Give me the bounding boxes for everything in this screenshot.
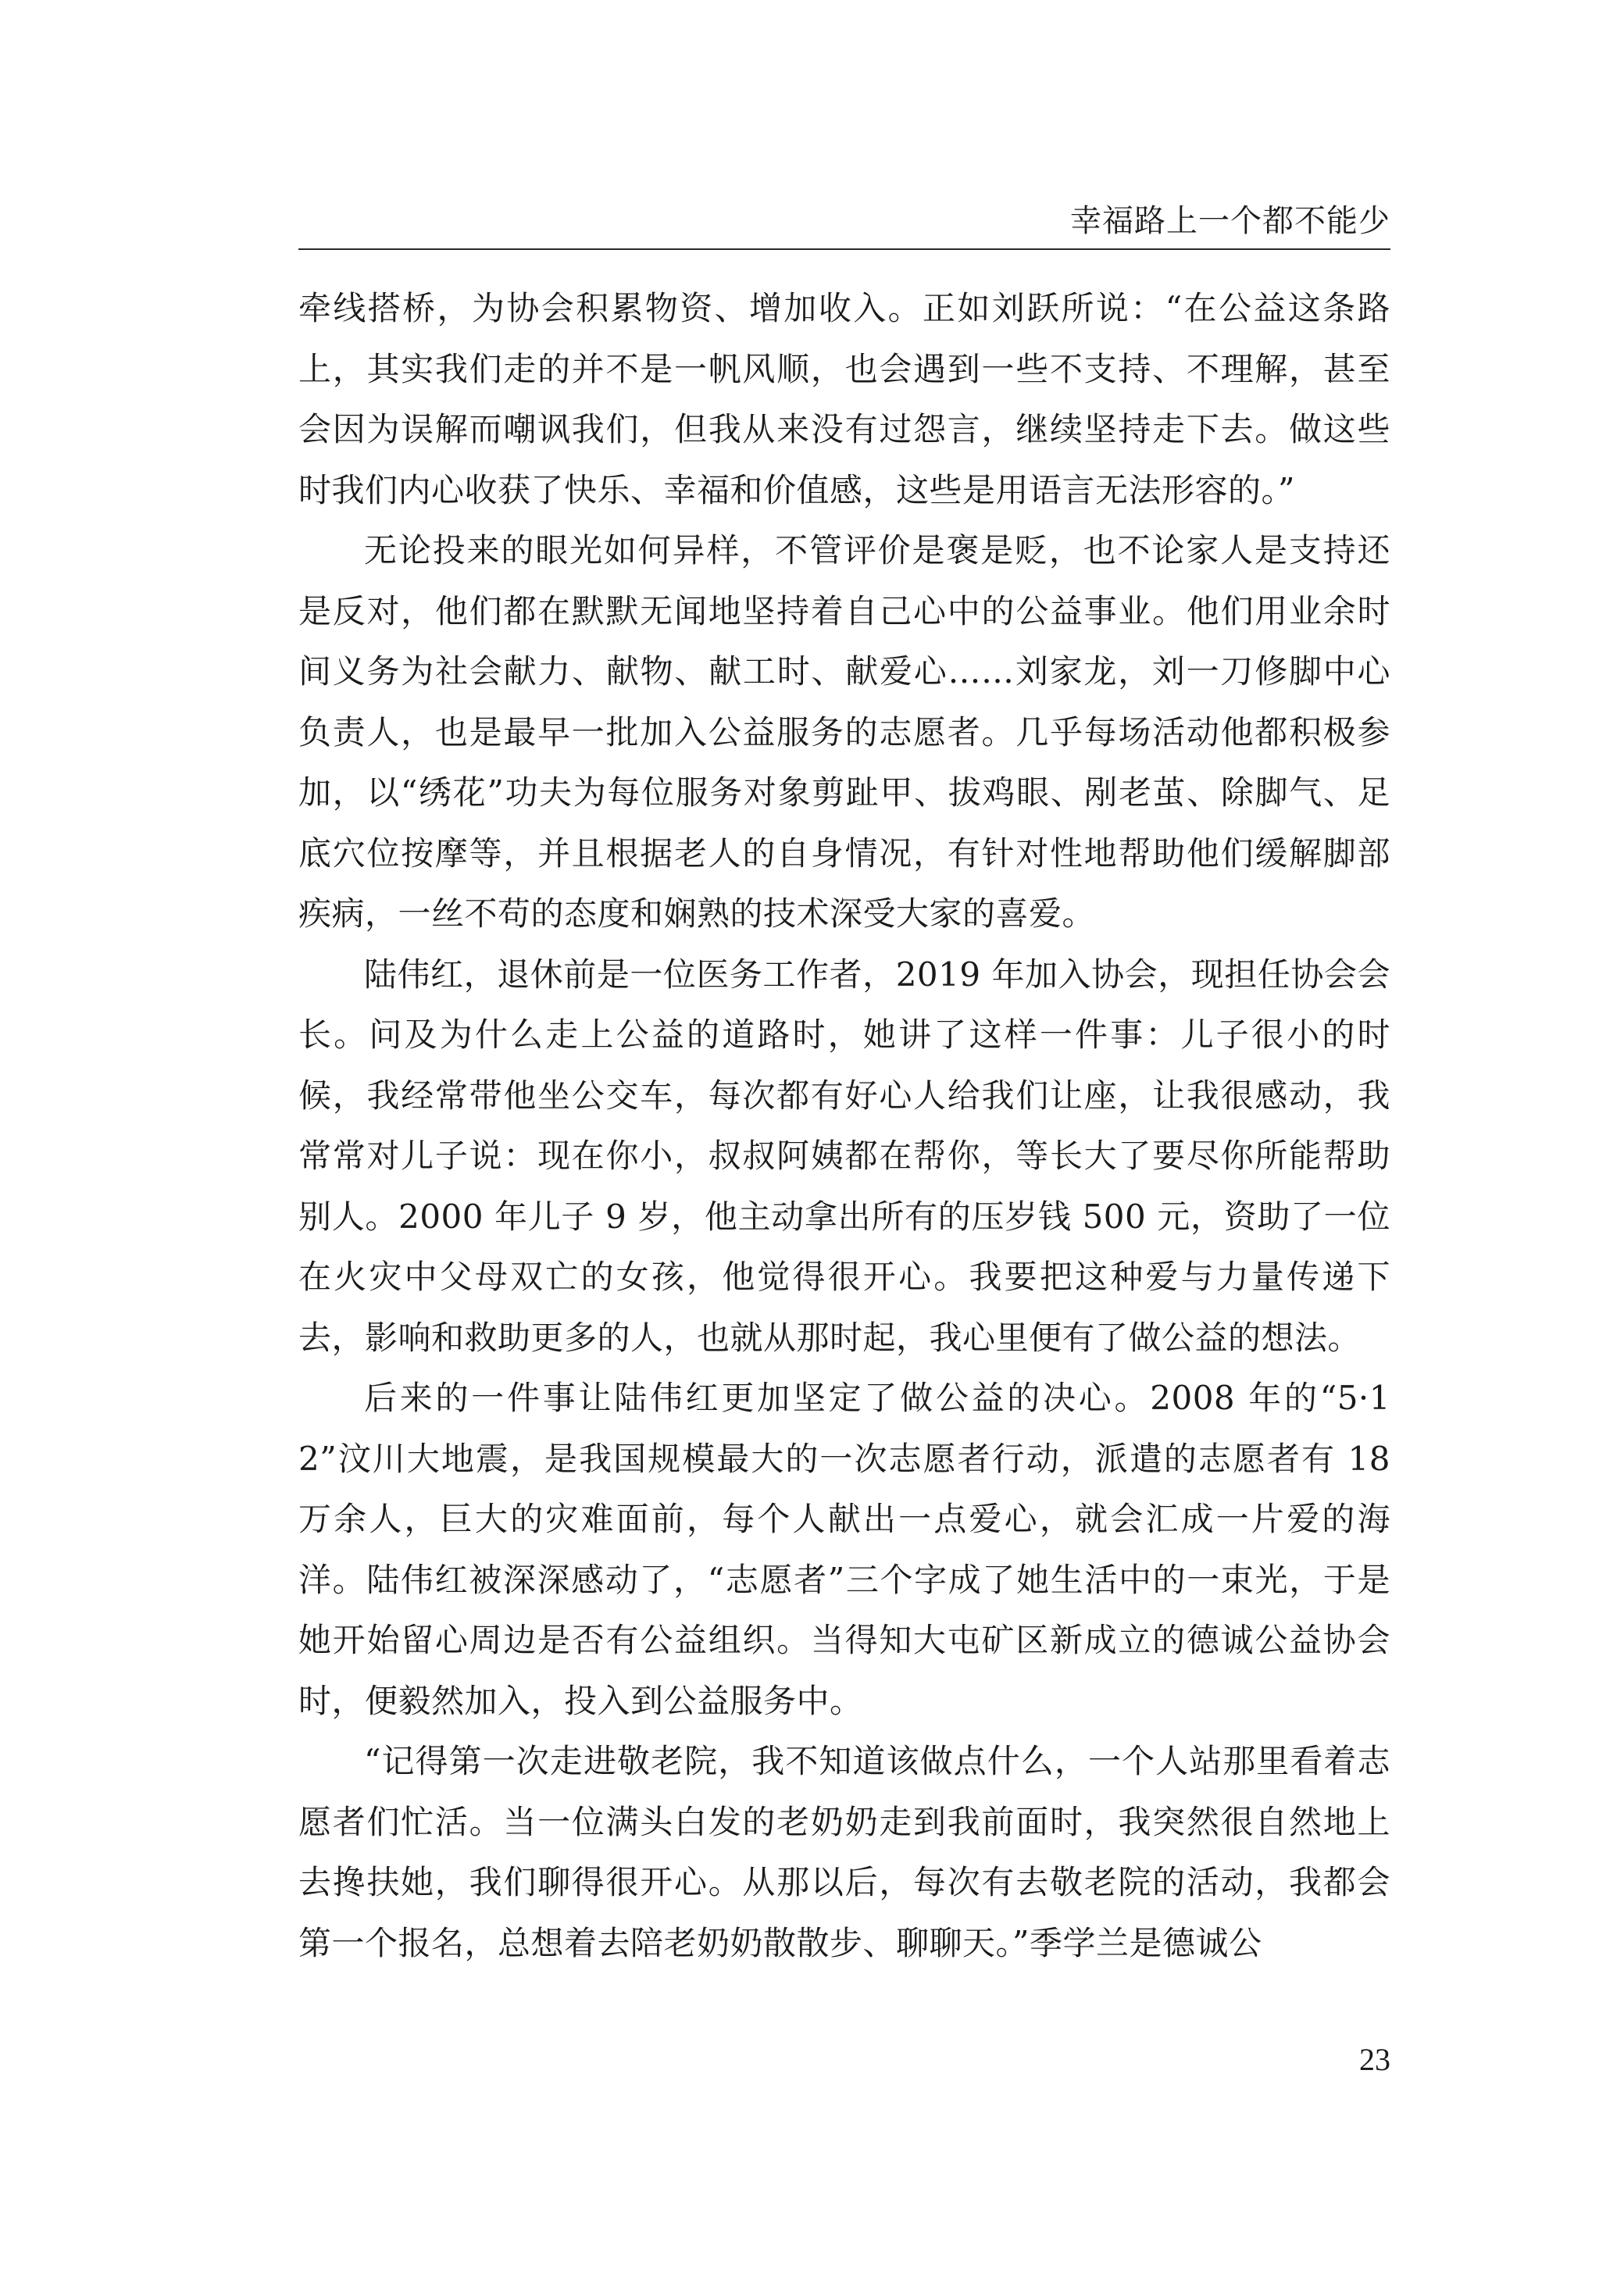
header-rule [298,248,1390,250]
body-text [298,278,1390,1973]
paragraph-4: 后来的一件事让陆伟红更加坚定了做公益的决心。2008 年的“5·12”汶川大地震，是我国规模最大的一次志愿者行动，派遣的志愿者有 18 万余人，巨大的灾难面前，每个人献出一点爱心，就会汇成一片爱的海洋。陆伟红被深深感动了，“志愿者”三个字成了她生活中的一束光，于是她开始留心周边是否有公益组织。当得知大屯矿区新成立的德诚公益协会时，便毅然加入，投入到公益服务中。 [298,1379,1390,1720]
paragraph-3: 陆伟红，退休前是一位医务工作者，2019 年加入协会，现担任协会会长。问及为什么走上公益的道路时，她讲了这样一件事：儿子很小的时候，我经常带他坐公交车，每次都有好心人给我们让座，让我很感动，我常常对儿子说：现在你小，叔叔阿姨都在帮你，等长大了要尽你所能帮助别人。2000 年儿子 9 岁，他主动拿出所有的压岁钱 500 元，资助了一位在火灾中父母双亡的女孩，他觉得很开心。我要把这种爱与力量传递下去，影响和救助更多的人，也就从那时起，我心里便有了做公益的想法。 [298,955,1390,1357]
running-head-title: 幸福路上一个都不能少 [1070,203,1390,239]
paragraph-2: 无论投来的眼光如何异样，不管评价是褒是贬，也不论家人是支持还是反对，他们都在默默无闻地坚持着自己心中的公益事业。他们用业余时间义务为社会献力、献物、献工时、献爱心……刘家龙，刘一刀修脚中心负责人，也是最早一批加入公益服务的志愿者。几乎每场活动他都积极参加，以“绣花”功夫为每位服务对象剪趾甲、拔鸡眼、剐老茧、除脚气、足底穴位按摩等，并且根据老人的自身情况，有针对性地帮助他们缓解脚部疾病，一丝不苟的态度和娴熟的技术深受大家的喜爱。 [298,531,1390,933]
paragraph-5: “记得第一次走进敬老院，我不知道该做点什么，一个人站那里看着志愿者们忙活。当一位满头白发的老奶奶走到我前面时，我突然很自然地上去搀扶她，我们聊得很开心。从那以后，每次有去敬老院的活动，我都会第一个报名，总想着去陪老奶奶散散步、聊聊天。”季学兰是德诚公 [298,1742,1390,1962]
running-head [298,202,1390,250]
page-number: 23 [1359,2042,1390,2077]
paragraph-1: 牵线搭桥，为协会积累物资、增加收入。正如刘跃所说：“在公益这条路上，其实我们走的并不是一帆风顺，也会遇到一些不支持、不理解，甚至会因为误解而嘲讽我们，但我从来没有过怨言，继续坚持走下去。做这些时我们内心收获了快乐、幸福和价值感，这些是用语言无法形容的。” [298,289,1390,509]
